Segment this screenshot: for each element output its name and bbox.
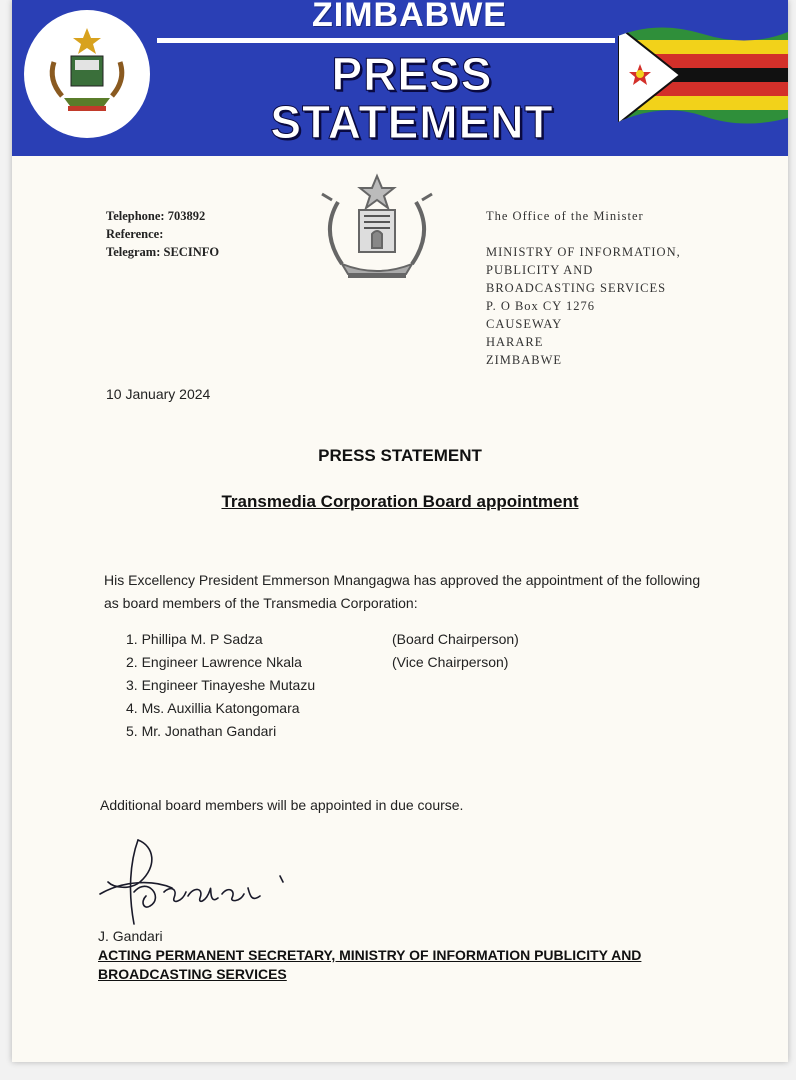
office-line: CAUSEWAY <box>486 317 563 331</box>
statement-heading: PRESS STATEMENT <box>318 446 482 465</box>
office-line: The Office of the Minister <box>486 209 644 223</box>
member-name: 5. Mr. Jonathan Gandari <box>126 723 277 739</box>
reference: Reference: <box>106 227 164 241</box>
banner-title-line: STATEMENT <box>270 96 554 148</box>
signatory-title: ACTING PERMANENT SECRETARY, MINISTRY OF INFORMATION PUBLICITY AND BROADCASTING SERVICES <box>98 947 642 982</box>
signatory-name: J. Gandari <box>98 928 163 944</box>
zimbabwe-flag <box>618 26 788 124</box>
office-line: ZIMBABWE <box>486 353 563 367</box>
closing-paragraph: Additional board members will be appointed in due course. <box>100 797 464 813</box>
list-item <box>126 651 586 674</box>
office-line: P. O Box CY 1276 <box>486 299 595 313</box>
list-item <box>126 628 586 651</box>
statement-subheading <box>12 492 788 512</box>
member-role: (Vice Chairperson) <box>392 654 509 670</box>
banner-divider <box>157 38 615 43</box>
member-name: 1. Phillipa M. P Sadza <box>126 631 263 647</box>
statement-date: 10 January 2024 <box>106 386 211 402</box>
coat-of-arms-seal <box>24 10 150 138</box>
member-name: 4. Ms. Auxillia Katongomara <box>126 700 300 716</box>
document-page <box>12 0 788 1062</box>
member-role: (Board Chairperson) <box>392 631 519 647</box>
list-item <box>126 674 586 697</box>
board-members-list <box>126 628 586 743</box>
list-item <box>126 697 586 720</box>
office-address <box>486 207 681 369</box>
handwritten-signature <box>94 832 304 932</box>
subheading-text: Transmedia Corporation Board appointment <box>221 492 579 511</box>
office-line: MINISTRY OF INFORMATION, <box>486 245 681 259</box>
press-banner <box>12 0 788 156</box>
office-line: PUBLICITY AND <box>486 263 594 277</box>
banner-title-line: PRESS <box>331 48 493 100</box>
contact-details <box>106 207 219 261</box>
coat-of-arms-crest <box>302 172 452 292</box>
telegram: Telegram: SECINFO <box>106 245 220 259</box>
banner-country: ZIMBABWE <box>312 0 507 34</box>
member-name: 3. Engineer Tinayeshe Mutazu <box>126 677 316 693</box>
member-name: 2. Engineer Lawrence Nkala <box>126 654 302 670</box>
telephone: Telephone: 703892 <box>106 209 206 223</box>
intro-paragraph: His Excellency President Emmerson Mnangagwa has approved the appointment of the following as board members of the Transmedia Corporation: <box>104 572 701 611</box>
banner-title <box>252 50 572 146</box>
office-line: HARARE <box>486 335 544 349</box>
office-line: BROADCASTING SERVICES <box>486 281 667 295</box>
list-item <box>126 720 586 743</box>
